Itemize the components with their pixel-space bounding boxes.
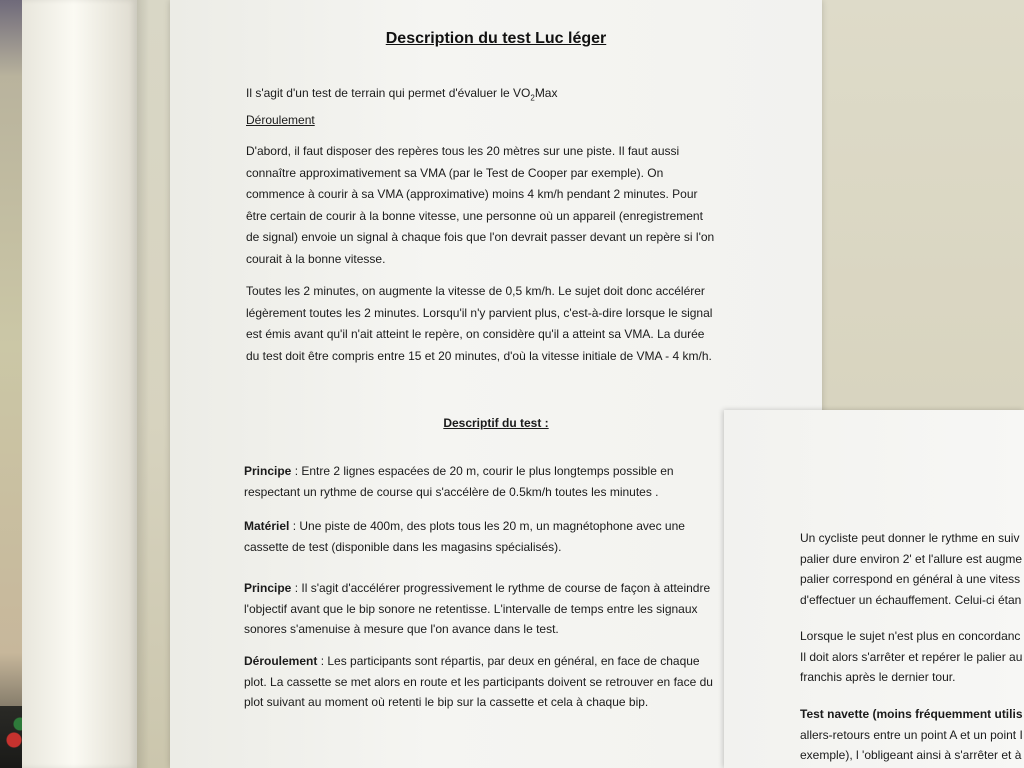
right-sheet-block-1 [800, 528, 1022, 610]
right-sheet-line [800, 704, 1023, 725]
item-line: plot suivant au moment où retenti le bip sur la cassette et cela à chaque bip. [244, 695, 649, 709]
item-first-line [244, 578, 724, 599]
item-label: Principe [244, 464, 292, 478]
right-sheet-line: palier correspond en général à une vitess [800, 572, 1021, 586]
item-label: Principe [244, 581, 292, 595]
right-sheet-line: Un cycliste peut donner le rythme en suiv [800, 531, 1020, 545]
paragraph-line: commence à courir à sa VMA (approximative) moins 4 km/h pendant 2 minutes. Pour [246, 187, 698, 201]
white-frame-post [22, 0, 137, 768]
paragraph-line: D'abord, il faut disposer des repères tous les 20 mètres sur une piste. Il faut aussi [246, 144, 680, 158]
item-text: : Entre 2 lignes espacées de 20 m, courir le plus longtemps possible en [291, 464, 674, 478]
descriptif-item-principe-2 [244, 578, 724, 640]
descriptif-subtitle: Descriptif du test : [443, 416, 549, 430]
paragraph-line: courait à la bonne vitesse. [246, 251, 386, 266]
section-label-deroulement: Déroulement [246, 113, 315, 127]
descriptif-item-materiel [244, 516, 724, 557]
item-line: sonores s'amenuise à mesure que l'on avance dans le test. [244, 622, 559, 636]
item-first-line [244, 516, 724, 537]
right-sheet-line: franchis après le dernier tour. [800, 670, 956, 684]
intro-line [246, 86, 557, 102]
board-background-right [814, 0, 1024, 420]
descriptif-item-principe [244, 461, 724, 502]
right-sheet-heading: Test navette (moins fréquemment utilis [800, 707, 1023, 721]
paragraph-line: de signal) envoie un signal à chaque fois que l'on devrait passer devant un repère si l'on [246, 230, 715, 244]
intro-text: Il s'agit d'un test de terrain qui permet d'évaluer le VO [246, 86, 531, 100]
item-line: plot. La cassette se met alors en route et les participants doivent se retrouver en face du [244, 674, 713, 689]
item-text: : Une piste de 400m, des plots tous les 20 m, un magnétophone avec une [289, 519, 685, 533]
item-label: Matériel [244, 519, 290, 533]
item-text: : Les participants sont répartis, par deux en général, en face de chaque [317, 654, 700, 668]
intro-subscript: 2 [530, 93, 535, 103]
paragraph-2 [246, 281, 746, 367]
right-sheet-line: d'effectuer un échauffement. Celui-ci étan [800, 592, 1022, 607]
right-sheet-line: allers-retours entre un point A et un point I [800, 727, 1023, 742]
paragraph-line: connaître approximativement sa VMA (par le Test de Cooper par exemple). On [246, 165, 664, 180]
item-text: : Il s'agit d'accélérer progressivement le rythme de course de façon à atteindre [291, 581, 711, 595]
item-first-line [244, 651, 724, 672]
right-sheet-line: exemple), l 'obligeant ainsi à s'arrêter et à [800, 748, 1022, 762]
item-line: l'objectif avant que le bip sonore ne retentisse. L'intervalle de temps entre les signaux [244, 601, 698, 616]
right-sheet-line: palier dure environ 2' et l'allure est augme [800, 551, 1023, 566]
sheet-title: Description du test Luc léger [385, 30, 607, 47]
right-sheet-line: Lorsque le sujet n'est plus en concordanc [800, 629, 1021, 643]
descriptif-item-deroulement [244, 651, 724, 713]
item-line: cassette de test (disponible dans les magasins spécialisés). [244, 539, 562, 554]
paragraph-1 [246, 141, 746, 270]
paragraph-line: légèrement toutes les 2 minutes. Lorsqu'il n'y parvient plus, c'est-à-dire lorsque le signal [246, 305, 713, 320]
right-sheet-block-2 [800, 626, 1022, 688]
right-sheet-line: Il doit alors s'arrêter et repérer le palier au [800, 649, 1023, 664]
paragraph-line: du test doit être compris entre 15 et 20 minutes, d'où la vitesse initiale de VMA - 4 km/h. [246, 348, 712, 363]
right-sheet-block-3 [800, 704, 1023, 766]
secondary-paper-sheet [724, 410, 1024, 768]
item-line: respectant un rythme de course qui s'accélère de 0.5km/h toutes les minutes . [244, 484, 659, 499]
paragraph-line: est émis avant qu'il n'ait atteint le repère, on considère qu'il a atteint sa VMA. La durée [246, 327, 705, 341]
intro-suffix: Max [534, 86, 558, 100]
item-label: Déroulement [244, 654, 318, 668]
paragraph-line: Toutes les 2 minutes, on augmente la vitesse de 0,5 km/h. Le sujet doit donc accélérer [246, 284, 705, 298]
item-first-line [244, 461, 724, 482]
paragraph-line: être certain de courir à la bonne vitesse, une personne où un appareil (enregistrement [246, 208, 703, 223]
